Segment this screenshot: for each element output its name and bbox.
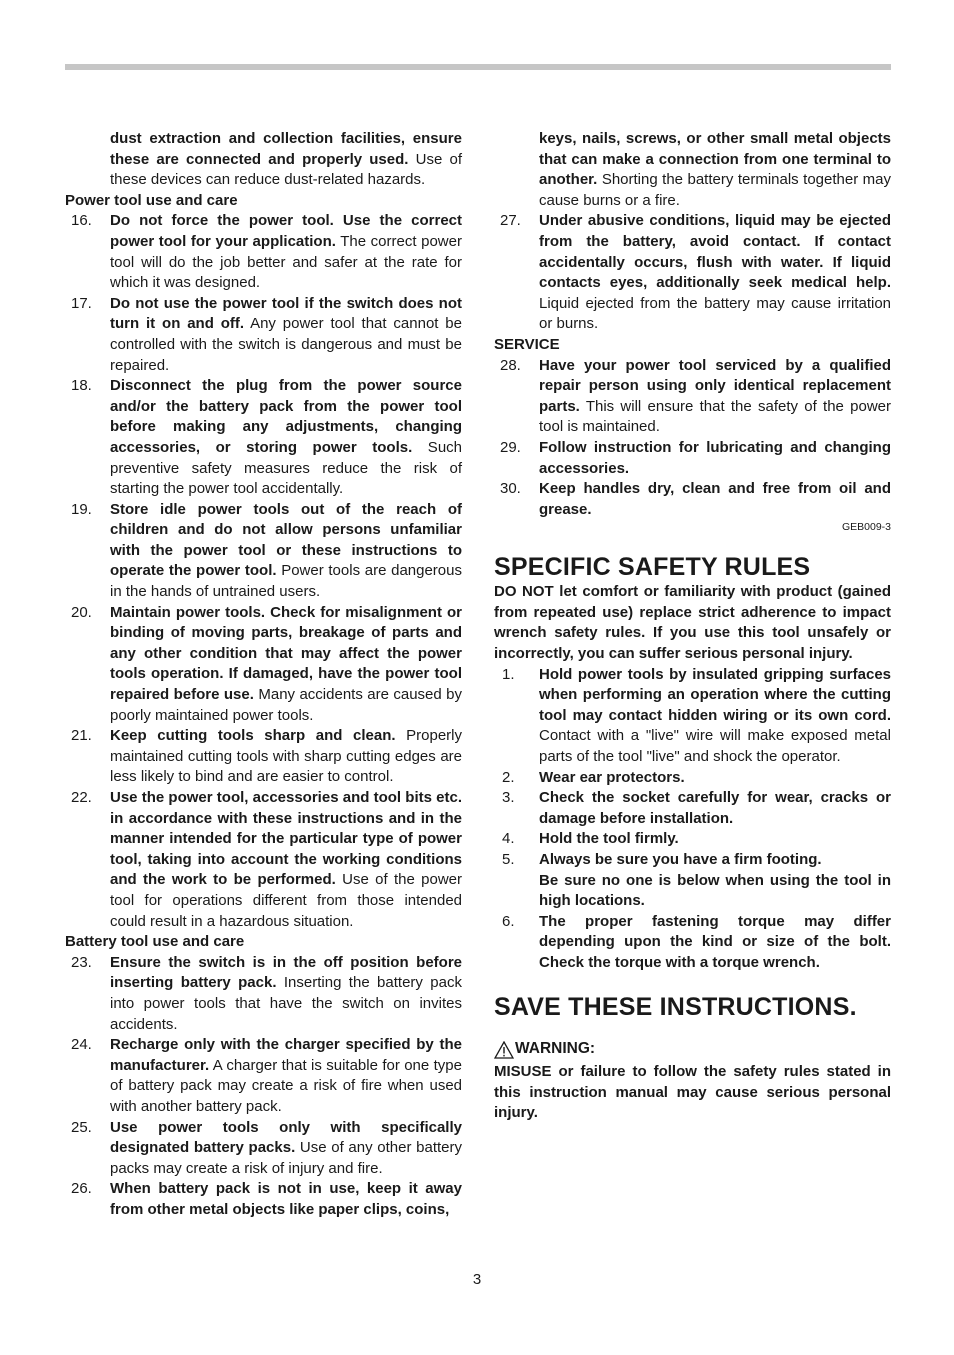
list-item: 4. Hold the tool firmly.	[502, 830, 679, 848]
subheading-battery-tool-use: Battery tool use and care	[65, 933, 245, 951]
right-column	[494, 129, 891, 1124]
list-item: 3. Check the socket carefully for wear, cracks or damage before installation.	[502, 789, 891, 827]
continued-paragraph: keys, nails, screws, or other small metal objects that can make a connection from one terminal to another. Shorting the battery terminals together may cause burns or a fire.	[539, 130, 891, 209]
subheading-power-tool-use: Power tool use and care	[65, 191, 238, 209]
list-item: 25. Use power tools only with specifically designated battery packs. Use of any other battery packs may create a risk of injury and fire.	[71, 1118, 462, 1177]
document-code: GEB009-3	[841, 521, 891, 534]
warning-text: MISUSE or failure to follow the safety rules stated in this instruction manual may cause serious personal injury.	[494, 1063, 891, 1122]
list-item: 23. Ensure the switch is in the off position before inserting battery pack. Inserting the battery pack into power tools that have the switch on invites accidents.	[71, 953, 462, 1033]
list-item: 26. When battery pack is not in use, keep it away from other metal objects like paper clips, coins,	[71, 1180, 462, 1218]
list-item: 2. Wear ear protectors.	[502, 768, 685, 786]
warning-heading	[494, 1039, 891, 1060]
list-item: 1. Hold power tools by insulated gripping surfaces when performing an operation where the cutting tool may contact hidden wiring or its own cord. Contact with a "live" wire will make exposed metal parts of the tool "live" and shock the operator.	[502, 665, 891, 766]
list-item: 19. Store idle power tools out of the reach of children and do not allow persons unfamiliar with the power tool or these instructions to operate the power tool. Power tools are dangerous in the hands of untrained users.	[71, 500, 462, 601]
warning-triangle-icon	[494, 1041, 514, 1059]
header-rule	[65, 64, 891, 70]
list-item: 18. Disconnect the plug from the power source and/or the battery pack from the power tool before making any adjustments, changing accessories, or storing power tools. Such preventive safety measures reduce the risk of starting the power tool accidentally.	[71, 377, 463, 498]
continued-paragraph: dust extraction and collection facilities, ensure these are connected and properly used. Use of these devices can reduce dust-related hazards.	[110, 130, 462, 189]
heading-specific-safety-rules: SPECIFIC SAFETY RULES	[494, 553, 811, 582]
heading-save-instructions: SAVE THESE INSTRUCTIONS.	[494, 992, 857, 1021]
list-item: 6. The proper fastening torque may differ depending upon the kind or size of the bolt. Check the torque with a torque wrench.	[502, 912, 891, 971]
list-item: 17. Do not use the power tool if the switch does not turn it on and off. Any power tool that cannot be controlled with the switch is dangerous and must be repaired.	[71, 294, 462, 374]
list-item: 16. Do not force the power tool. Use the correct power tool for your application. The correct power tool will do the job better and safer at the rate for which it was designed.	[71, 212, 462, 292]
subheading-service: SERVICE	[494, 335, 560, 353]
list-item: 30. Keep handles dry, clean and free from oil and grease.	[500, 480, 891, 518]
left-column	[65, 129, 462, 1220]
list-item: 24. Recharge only with the charger specified by the manufacturer. A charger that is suitable for one type of battery pack may create a risk of fire when used with another battery pack.	[71, 1036, 462, 1115]
intro-paragraph: DO NOT let comfort or familiarity with product (gained from repeated use) replace strict adherence to impact wrench safety rules. If you use this tool unsafely or incorrectly, you can suffer serious personal injury.	[494, 583, 891, 663]
list-item: 28. Have your power tool serviced by a qualified repair person using only identical replacement parts. This will ensure that the safety of the power tool is maintained.	[500, 356, 891, 436]
list-item: 20. Maintain power tools. Check for misalignment or binding of moving parts, breakage of parts and any other condition that may affect the power tools operation. If damaged, have the power tool repaired before use. Many accidents are caused by poorly maintained power tools.	[71, 603, 463, 724]
page-number: 3	[472, 1271, 482, 1288]
warning-label: WARNING:	[515, 1039, 596, 1057]
list-item: 5. Always be sure you have a firm footing. Be sure no one is below when using the tool in high locations.	[502, 851, 891, 910]
list-item: 27. Under abusive conditions, liquid may be ejected from the battery, avoid contact. If contact accidentally occurs, flush with water. If liquid contacts eyes, additionally seek medical help. Liquid ejected from the battery may cause irritation or burns.	[500, 212, 891, 333]
list-item: 22. Use the power tool, accessories and tool bits etc. in accordance with these instructions and in the manner intended for the particular type of power tool, taking into account the working conditions and the work to be performed. Use of the power tool for operations different from those intended could result in a hazardous situation.	[71, 789, 462, 930]
list-item: 29. Follow instruction for lubricating and changing accessories.	[500, 438, 891, 477]
list-item: 21. Keep cutting tools sharp and clean. Properly maintained cutting tools with sharp cutting edges are less likely to bind and are easier to control.	[71, 727, 463, 786]
list-item-extra: Be sure no one is below when using the tool in high locations.	[539, 871, 891, 910]
